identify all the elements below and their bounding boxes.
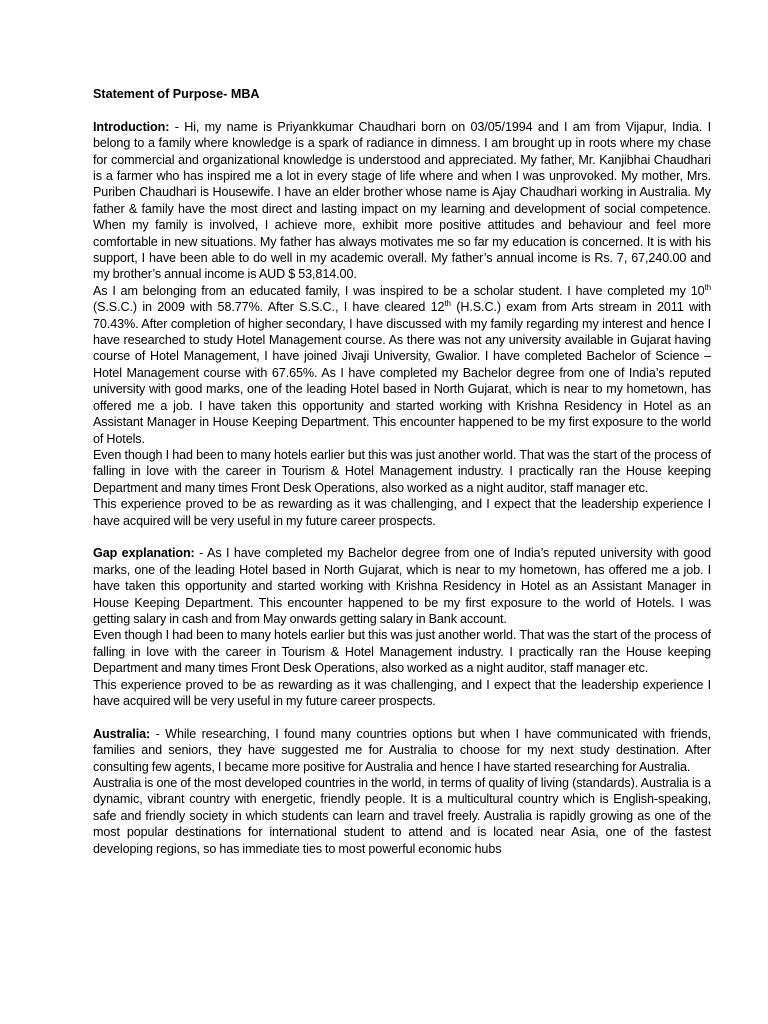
superscript-th-2: th: [444, 299, 451, 309]
intro-text-2a: As I am belonging from an educated family, I was inspired to be a scholar student. I have completed my 10: [93, 283, 705, 298]
paragraph-gap: [93, 709, 711, 725]
australia-paragraph-2: Australia is one of the most developed countries in the world, in terms of quality of living (standards). Australia is a dynamic, vibrant country with energetic, friendly people. It is a multicultural country which is English-speaking, safe and friendly society in which students can learn and travel freely. Australia is rapidly growing as one of the most popular destinations for international student to attend and is located near Asia, one of the fastest developing regions, so has immediate ties to most powerful economic hubs: [93, 776, 711, 856]
australia-paragraph-1: [93, 726, 711, 775]
document-title: Statement of Purpose- MBA: [93, 87, 260, 101]
gap-text-1: - As I have completed my Bachelor degree from one of India’s reputed university with good marks, one of the leading Hotel based in North Gujarat, which is near to my hometown, has offered me a job. I have taken this opportunity and started working with Krishna Residency in Hotel as an Assistant Manager in House Keeping Department. This encounter happened to be my first exposure to the world of Hotels. I was getting salary in cash and from May onwards getting salary in Bank account.: [93, 546, 711, 626]
gap-heading: Gap explanation:: [93, 546, 195, 561]
gap-paragraph-3: This experience proved to be as rewarding as it was challenging, and I expect that the leadership experience I have acquired will be very useful in my future career prospects.: [93, 677, 711, 708]
gap-paragraph-1: [93, 545, 711, 627]
intro-paragraph-1: [93, 119, 711, 283]
intro-text-2b: (S.S.C.) in 2009 with 58.77%. After S.S.C., I have cleared 12: [93, 300, 445, 315]
intro-paragraph-4: This experience proved to be as rewarding as it was challenging, and I expect that the leadership experience I have acquired will be very useful in my future career prospects.: [93, 497, 711, 528]
australia-text-1: - While researching, I found many countries options but when I have communicated with friends, families and seniors, they have suggested me for Australia to choose for my next study destination. After consulting few agents, I became more positive for Australia and hence I have started researching for Australia.: [93, 726, 711, 774]
intro-text-2c: (H.S.C.) exam from Arts stream in 2011 with 70.43%. After completion of higher secondary, I have discussed with my family regarding my interest and hence I have researched to study Hotel Management course. As there was not any university available in Gujarat having course of Hotel Management, I have joined Jivaji University, Gwalior. I have completed Bachelor of Science – Hotel Management course with 67.65%. As I have completed my Bachelor degree from one of India’s reputed university with good marks, one of the leading Hotel based in North Gujarat, which is near to my hometown, has offered me a job. I have taken this opportunity and started working with Krishna Residency in Hotel as an Assistant Manager in House Keeping Department. This encounter happened to be my first exposure to the world of Hotels.: [93, 300, 711, 446]
intro-heading: Introduction:: [93, 119, 170, 134]
superscript-th-1: th: [704, 282, 711, 292]
paragraph-gap: [93, 529, 711, 545]
australia-heading: Australia:: [93, 726, 151, 741]
intro-paragraph-2: [93, 283, 711, 447]
gap-paragraph-2: Even though I had been to many hotels earlier but this was just another world. That was the start of the process of falling in love with the career in Tourism & Hotel Management industry. I practically ran the House keeping Department and many times Front Desk Operations, also worked as a night auditor, staff manager etc.: [93, 628, 711, 676]
intro-paragraph-3: Even though I had been to many hotels earlier but this was just another world. That was the start of the process of falling in love with the career in Tourism & Hotel Management industry. I practically ran the House keeping Department and many times Front Desk Operations, also worked as a night auditor, staff manager etc.: [93, 447, 711, 495]
intro-text-1: - Hi, my name is Priyankkumar Chaudhari born on 03/05/1994 and I am from Vijapur, India. I belong to a family where knowledge is a spark of radiance in dimness. I am brought up in roots where my chase for commercial and organizational knowledge is understood and appreciated. My father, Mr. Kanjibhai Chaudhari is a farmer who has inspired me a lot in every stage of life where and when I was unprovoked. My mother, Mrs. Puriben Chaudhari is Housewife. I have an elder brother whose name is Ajay Chaudhari working in Australia. My father & family have the most direct and lasting impact on my learning and development of social competence. When my family is involved, I achieve more, exhibit more positive attitudes and behaviour and feel more comfortable in new situations. My father has always motivates me so far my education is concerned. It is with his support, I have been able to do well in my academic overall. My father’s annual income is Rs. 7, 67,240.00 and my brother’s annual income is AUD $ 53,814.00.: [93, 119, 711, 282]
